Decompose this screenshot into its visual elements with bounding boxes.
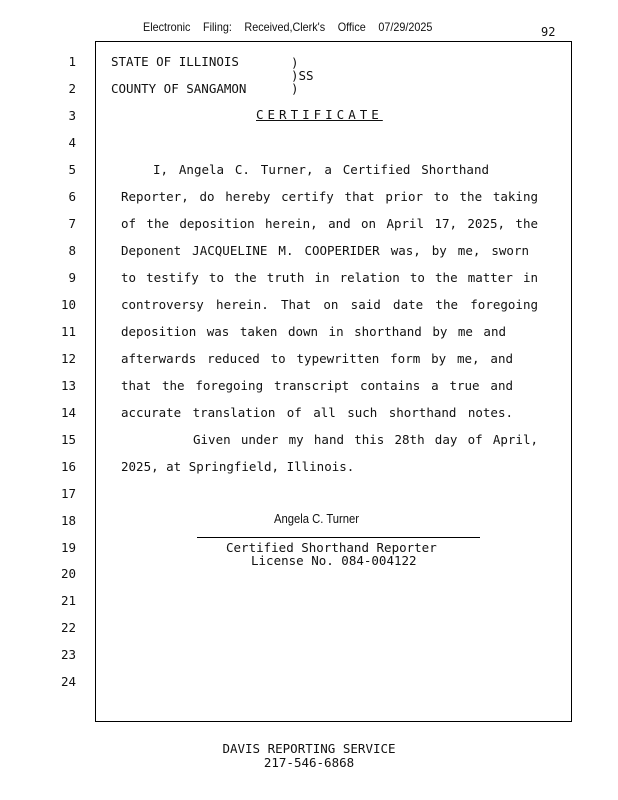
line-number: 8 — [68, 243, 76, 258]
caption-state: STATE OF ILLINOIS — [111, 54, 239, 69]
footer-phone: 217-546-6868 — [263, 755, 355, 770]
line-number: 24 — [60, 674, 76, 689]
line-number: 21 — [60, 593, 76, 608]
body-line: Given under my hand this 28th day of April, — [193, 432, 538, 447]
caption-paren-top: ) — [291, 55, 299, 70]
line-number: 17 — [60, 486, 76, 501]
filing-word-1: Electronic — [143, 20, 191, 34]
certificate-title: CERTIFICATE — [256, 107, 383, 122]
line-number: 10 — [60, 297, 76, 312]
filing-word-4: Office — [337, 20, 366, 34]
line-number: 18 — [60, 513, 76, 528]
line-number: 3 — [68, 108, 76, 123]
body-line: deposition was taken down in shorthand by me and — [121, 324, 506, 339]
signature-line — [197, 537, 480, 538]
line-number: 6 — [68, 189, 76, 204]
line-number: 16 — [60, 459, 76, 474]
line-number: 7 — [68, 216, 76, 231]
line-number: 13 — [60, 378, 76, 393]
line-number: 19 — [60, 540, 76, 555]
line-number: 22 — [60, 620, 76, 635]
caption-ss: )SS — [291, 68, 314, 83]
body-line: that the foregoing transcript contains a true and — [121, 378, 513, 393]
line-number: 2 — [68, 81, 76, 96]
body-line: Deponent JACQUELINE M. COOPERIDER was, by me, sworn — [121, 243, 529, 258]
footer-company: DAVIS REPORTING SERVICE — [222, 741, 396, 756]
body-line: of the deposition herein, and on April 17, 2025, the — [121, 216, 538, 231]
body-line: controversy herein. That on said date the foregoing — [121, 297, 538, 312]
filing-word-2: Filing: — [203, 20, 232, 34]
license-number: License No. 084-004122 — [251, 553, 417, 568]
line-number: 9 — [68, 270, 76, 285]
signature-name: Angela C. Turner — [274, 512, 360, 526]
caption-county: COUNTY OF SANGAMON — [111, 81, 247, 96]
filing-date: 07/29/2025 — [378, 20, 433, 34]
caption-paren-bottom: ) — [291, 81, 299, 96]
line-number: 1 — [68, 54, 76, 69]
line-number: 14 — [60, 405, 76, 420]
line-number: 4 — [68, 135, 76, 150]
line-number: 5 — [68, 162, 76, 177]
body-line: accurate translation of all such shorthand notes. — [121, 405, 513, 420]
line-number: 11 — [60, 324, 76, 339]
signature-title: Certified Shorthand Reporter — [226, 540, 437, 555]
body-line: to testify to the truth in relation to the matter in — [121, 270, 538, 285]
line-number: 20 — [60, 566, 76, 581]
line-number: 15 — [60, 432, 76, 447]
line-number: 23 — [60, 647, 76, 662]
body-line: I, Angela C. Turner, a Certified Shorthand — [153, 162, 489, 177]
electronic-filing-stamp — [143, 20, 445, 34]
body-line: afterwards reduced to typewritten form by me, and — [121, 351, 513, 366]
body-line: Reporter, do hereby certify that prior to the taking — [121, 189, 538, 204]
line-number: 12 — [60, 351, 76, 366]
body-line: 2025, at Springfield, Illinois. — [121, 459, 355, 474]
filing-word-3: Received,Clerk's — [244, 20, 326, 34]
page-number: 92 — [541, 25, 556, 39]
